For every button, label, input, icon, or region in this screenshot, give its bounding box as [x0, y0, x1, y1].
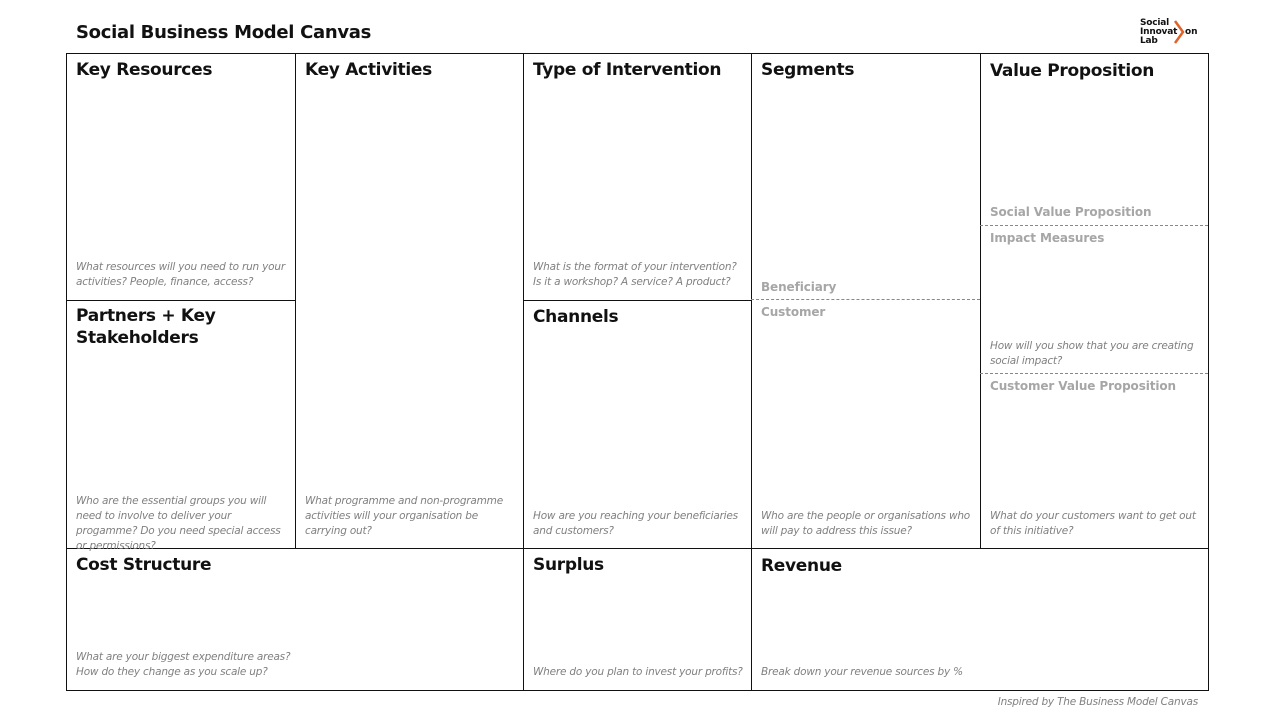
logo-text-line-2: Innovat [1140, 27, 1178, 37]
key-activities-prompt: What programme and non-programme activities will your organisation be carrying out? [305, 495, 503, 537]
business-model-canvas [66, 53, 1209, 691]
value-proposition-heading: Value Proposition [990, 61, 1155, 81]
revenue-heading: Revenue [761, 556, 842, 576]
logo-text-line-1: Social [1140, 18, 1170, 28]
cost-structure-prompt: What are your biggest expenditure areas? How do they change as you scale up? [76, 651, 291, 678]
beneficiary-label: Beneficiary [761, 280, 837, 294]
impact-measures-prompt: How will you show that you are creating social impact? [990, 340, 1194, 367]
key-resources-prompt: What resources will you need to run your activities? People, finance, access? [76, 261, 285, 288]
segments-heading: Segments [761, 60, 855, 80]
channels-heading: Channels [533, 307, 619, 327]
social-value-proposition-label: Social Value Proposition [990, 205, 1152, 219]
chevron-right-icon [1173, 20, 1185, 44]
segments-prompt: Who are the people or organisations who will pay to address this issue? [761, 510, 971, 537]
logo-text-line-2-end: on [1185, 27, 1198, 37]
type-of-intervention-box[interactable] [523, 54, 751, 300]
impact-measures-label: Impact Measures [990, 231, 1105, 245]
surplus-box[interactable] [523, 548, 751, 690]
revenue-prompt: Break down your revenue sources by % [761, 666, 963, 678]
surplus-prompt: Where do you plan to invest your profits? [533, 666, 743, 678]
key-activities-heading: Key Activities [305, 60, 432, 80]
partners-prompt: Who are the essential groups you will need to involve to deliver your progamme? Do you need special access or permissions? [76, 495, 281, 552]
page-title: Social Business Model Canvas [76, 22, 372, 43]
cost-structure-box[interactable] [67, 548, 523, 690]
social-innovation-lab-logo [1140, 19, 1202, 47]
partners-heading: Partners + Key Stakeholders [76, 306, 216, 348]
cost-structure-heading: Cost Structure [76, 555, 212, 575]
channels-prompt: How are you reaching your beneficiaries and customers? [533, 510, 738, 537]
type-of-intervention-heading: Type of Intervention [533, 60, 722, 80]
customer-value-proposition-label: Customer Value Proposition [990, 379, 1176, 393]
surplus-heading: Surplus [533, 555, 604, 575]
type-of-intervention-prompt: What is the format of your intervention? Is it a workshop? A service? A product? [533, 261, 737, 288]
key-resources-box[interactable] [67, 54, 295, 300]
logo-text-line-3: Lab [1140, 36, 1158, 46]
footer-credit: Inspired by The Business Model Canvas [997, 696, 1198, 708]
key-activities-box[interactable] [295, 54, 523, 548]
value-proposition-box[interactable] [980, 54, 1208, 548]
customer-label: Customer [761, 305, 826, 319]
customer-value-proposition-prompt: What do your customers want to get out of this initiative? [990, 510, 1196, 537]
partners-box[interactable] [67, 300, 295, 552]
key-resources-heading: Key Resources [76, 60, 213, 80]
channels-box[interactable] [523, 300, 751, 548]
revenue-box[interactable] [751, 548, 1208, 690]
segments-box[interactable] [751, 54, 980, 548]
